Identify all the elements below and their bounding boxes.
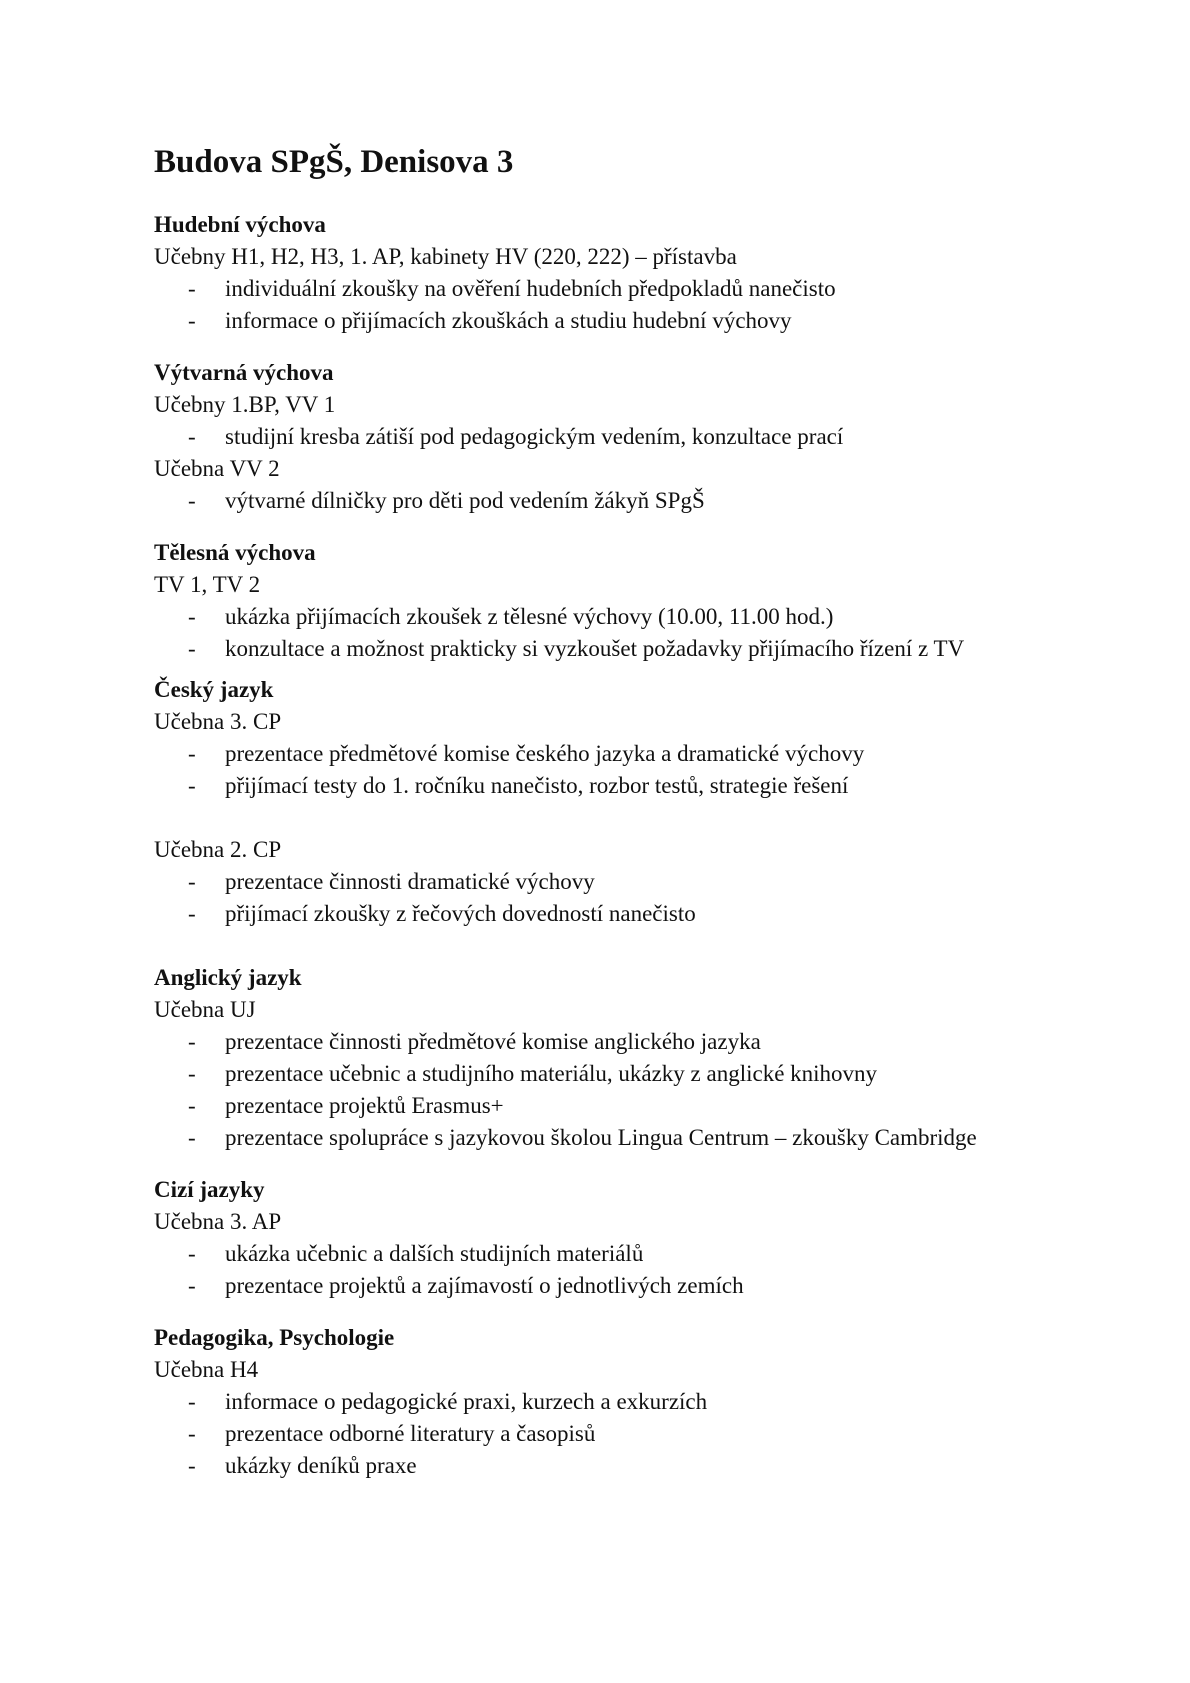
section-hudebni-vychova xyxy=(154,209,1114,337)
bullet-dash: - xyxy=(188,488,196,513)
list-item-text: studijní kresba zátiší pod pedagogickým vedením, konzultace prací xyxy=(225,424,844,449)
section-location: Učebna 3. AP xyxy=(154,1209,282,1234)
bullet-dash: - xyxy=(188,1093,196,1118)
list-item xyxy=(154,1090,1114,1122)
list-item xyxy=(154,1270,1114,1302)
section-heading: Pedagogika, Psychologie xyxy=(154,1325,395,1350)
section-location: Učebny 1.BP, VV 1 xyxy=(154,392,336,417)
bullet-dash: - xyxy=(188,901,196,926)
list-item xyxy=(154,601,1114,633)
section-location: Učebna H4 xyxy=(154,1357,259,1382)
list-item-text: ukázka přijímacích zkoušek z tělesné výchovy (10.00, 11.00 hod.) xyxy=(225,604,834,629)
section-location: Učebna 2. CP xyxy=(154,837,282,862)
list-item xyxy=(154,738,1114,770)
list-item-text: přijímací zkoušky z řečových dovedností nanečisto xyxy=(225,901,696,926)
list-item xyxy=(154,305,1114,337)
section-heading: Tělesná výchova xyxy=(154,540,316,565)
list-item xyxy=(154,485,1114,517)
bullet-dash: - xyxy=(188,1389,196,1414)
document-body xyxy=(154,209,1114,1482)
bullet-dash: - xyxy=(188,1273,196,1298)
list-item-text: výtvarné dílničky pro děti pod vedením žákyň SPgŠ xyxy=(225,488,705,513)
bullet-dash: - xyxy=(188,308,196,333)
bullet-dash: - xyxy=(188,636,196,661)
section-heading: Anglický jazyk xyxy=(154,965,302,990)
list-item xyxy=(154,1386,1114,1418)
section-location: Učebna VV 2 xyxy=(154,456,280,481)
list-item xyxy=(154,1238,1114,1270)
list-item xyxy=(154,1418,1114,1450)
section-location: TV 1, TV 2 xyxy=(154,572,261,597)
list-item-text: prezentace projektů Erasmus+ xyxy=(225,1093,504,1118)
list-item-text: prezentace činnosti dramatické výchovy xyxy=(225,869,595,894)
list-item xyxy=(154,273,1114,305)
section-heading: Cizí jazyky xyxy=(154,1177,265,1202)
bullet-dash: - xyxy=(188,773,196,798)
section-heading: Hudební výchova xyxy=(154,212,326,237)
section-heading: Výtvarná výchova xyxy=(154,360,334,385)
bullet-dash: - xyxy=(188,1241,196,1266)
section-location: Učebny H1, H2, H3, 1. AP, kabinety HV (220, 222) – přístavba xyxy=(154,244,737,269)
list-item-text: informace o pedagogické praxi, kurzech a exkurzích xyxy=(225,1389,708,1414)
list-item xyxy=(154,866,1114,898)
list-item-text: prezentace činnosti předmětové komise anglického jazyka xyxy=(225,1029,761,1054)
list-item-text: prezentace odborné literatury a časopisů xyxy=(225,1421,596,1446)
section-anglicky-jazyk xyxy=(154,962,1114,1154)
bullet-dash: - xyxy=(188,1453,196,1478)
list-item-text: přijímací testy do 1. ročníku nanečisto, rozbor testů, strategie řešení xyxy=(225,773,849,798)
section-pedagogika-psychologie xyxy=(154,1322,1114,1482)
bullet-dash: - xyxy=(188,604,196,629)
bullet-dash: - xyxy=(188,869,196,894)
list-item-text: prezentace předmětové komise českého jazyka a dramatické výchovy xyxy=(225,741,865,766)
list-item xyxy=(154,1058,1114,1090)
section-heading: Český jazyk xyxy=(154,677,274,702)
list-item-text: ukázky deníků praxe xyxy=(225,1453,417,1478)
bullet-dash: - xyxy=(188,741,196,766)
bullet-dash: - xyxy=(188,1061,196,1086)
list-item-text: individuální zkoušky na ověření hudebních předpokladů nanečisto xyxy=(225,276,836,301)
section-cesky-jazyk xyxy=(154,674,1114,930)
list-item-text: prezentace spolupráce s jazykovou školou Lingua Centrum – zkoušky Cambridge xyxy=(225,1125,977,1150)
list-item xyxy=(154,770,1114,802)
section-vytvarna-vychova xyxy=(154,357,1114,517)
list-item-text: ukázka učebnic a dalších studijních materiálů xyxy=(225,1241,644,1266)
list-item xyxy=(154,1450,1114,1482)
bullet-dash: - xyxy=(188,276,196,301)
section-cizi-jazyky xyxy=(154,1174,1114,1302)
list-item xyxy=(154,421,1114,453)
list-item xyxy=(154,1026,1114,1058)
list-item-text: prezentace učebnic a studijního materiálu, ukázky z anglické knihovny xyxy=(225,1061,878,1086)
list-item-text: konzultace a možnost prakticky si vyzkoušet požadavky přijímacího řízení z TV xyxy=(225,636,965,661)
list-item xyxy=(154,633,1114,665)
bullet-dash: - xyxy=(188,1029,196,1054)
page-title: Budova SPgŠ, Denisova 3 xyxy=(154,144,514,180)
section-location: Učebna 3. CP xyxy=(154,709,282,734)
list-item-text: prezentace projektů a zajímavostí o jednotlivých zemích xyxy=(225,1273,744,1298)
bullet-dash: - xyxy=(188,1125,196,1150)
section-telesna-vychova xyxy=(154,537,1114,665)
list-item-text: informace o přijímacích zkouškách a studiu hudební výchovy xyxy=(225,308,792,333)
section-location: Učebna UJ xyxy=(154,997,256,1022)
list-item xyxy=(154,898,1114,930)
bullet-dash: - xyxy=(188,1421,196,1446)
bullet-dash: - xyxy=(188,424,196,449)
list-item xyxy=(154,1122,1114,1154)
